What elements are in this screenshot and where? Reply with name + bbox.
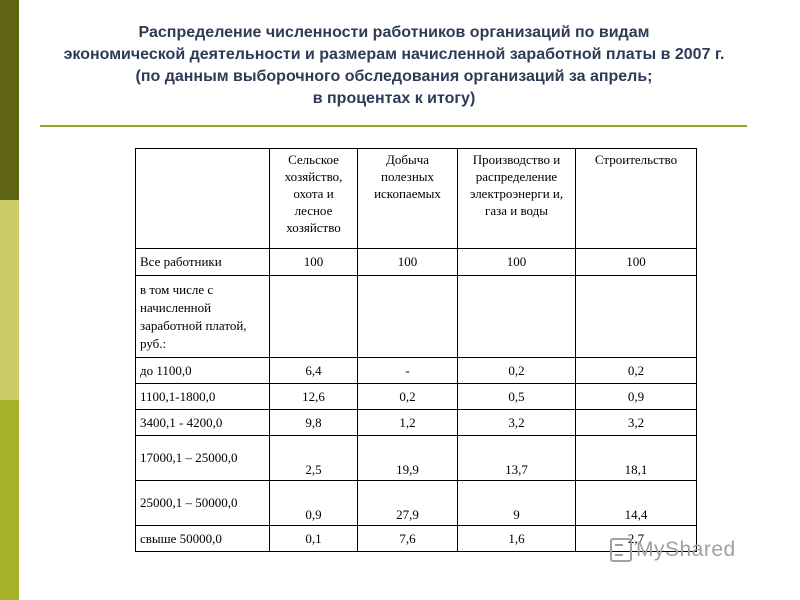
side-bar-olive <box>0 400 19 600</box>
slide-title <box>40 22 748 110</box>
side-bar-dark <box>0 0 19 200</box>
table-cell: 3,2 <box>576 410 697 436</box>
table-cell: 1,6 <box>458 526 576 552</box>
table-cell: 100 <box>576 249 697 276</box>
data-table <box>135 148 697 552</box>
side-bar-light <box>0 200 19 400</box>
table-row <box>136 436 697 481</box>
table-cell: 0,9 <box>270 481 358 526</box>
header-cell-utilities: Производство и распределение электроэнерги и, газа и воды <box>458 149 576 249</box>
table-cell: 9 <box>458 481 576 526</box>
row-label: 1100,1-1800,0 <box>136 384 270 410</box>
header-cell-agriculture: Сельское хозяйство, охота и лесное хозяйство <box>270 149 358 249</box>
table-cell: 14,4 <box>576 481 697 526</box>
table-cell: - <box>358 358 458 384</box>
table-cell: 27,9 <box>358 481 458 526</box>
table-row <box>136 358 697 384</box>
table-cell: 2,7 <box>576 526 697 552</box>
table-cell: 100 <box>458 249 576 276</box>
table-cell <box>358 276 458 358</box>
table-cell: 0,2 <box>458 358 576 384</box>
header-cell-construction: Строительство <box>576 149 697 249</box>
table-row <box>136 384 697 410</box>
table-cell: 0,1 <box>270 526 358 552</box>
title-line: экономической деятельности и размерам начисленной заработной платы в 2007 г. <box>63 46 725 63</box>
table-cell: 19,9 <box>358 436 458 481</box>
table-row <box>136 410 697 436</box>
watermark-text: MyShared <box>636 538 736 561</box>
table-cell: 0,2 <box>358 384 458 410</box>
title-underline <box>40 125 747 127</box>
table-cell <box>270 276 358 358</box>
table-cell: 3,2 <box>458 410 576 436</box>
table-row <box>136 481 697 526</box>
title-line: в процентах к итогу) <box>312 90 476 107</box>
row-label: до 1100,0 <box>136 358 270 384</box>
table-row <box>136 276 697 358</box>
table-cell: 1,2 <box>358 410 458 436</box>
table-cell: 2,5 <box>270 436 358 481</box>
row-label: Все работники <box>136 249 270 276</box>
table-cell: 0,2 <box>576 358 697 384</box>
row-label: в том числе с начисленной заработной платой, руб.: <box>136 276 270 358</box>
table-cell: 7,6 <box>358 526 458 552</box>
title-line: (по данным выборочного обследования организаций за апрель; <box>135 68 653 85</box>
table-cell: 0,9 <box>576 384 697 410</box>
table-header-row <box>136 149 697 249</box>
table-cell: 6,4 <box>270 358 358 384</box>
table-cell <box>576 276 697 358</box>
header-cell-corner <box>136 149 270 249</box>
table-cell: 9,8 <box>270 410 358 436</box>
row-label: свыше 50000,0 <box>136 526 270 552</box>
table-cell: 0,5 <box>458 384 576 410</box>
watermark <box>610 538 736 562</box>
title-line: Распределение численности работников организаций по видам <box>138 24 650 41</box>
table-cell: 12,6 <box>270 384 358 410</box>
header-cell-mining: Добыча полезных ископаемых <box>358 149 458 249</box>
table-cell <box>458 276 576 358</box>
table-row <box>136 249 697 276</box>
watermark-logo-icon <box>610 538 632 562</box>
table-cell: 13,7 <box>458 436 576 481</box>
row-label: 3400,1 - 4200,0 <box>136 410 270 436</box>
row-label: 25000,1 – 50000,0 <box>136 481 270 526</box>
table-cell: 18,1 <box>576 436 697 481</box>
table-cell: 100 <box>270 249 358 276</box>
row-label: 17000,1 – 25000,0 <box>136 436 270 481</box>
table-cell: 100 <box>358 249 458 276</box>
